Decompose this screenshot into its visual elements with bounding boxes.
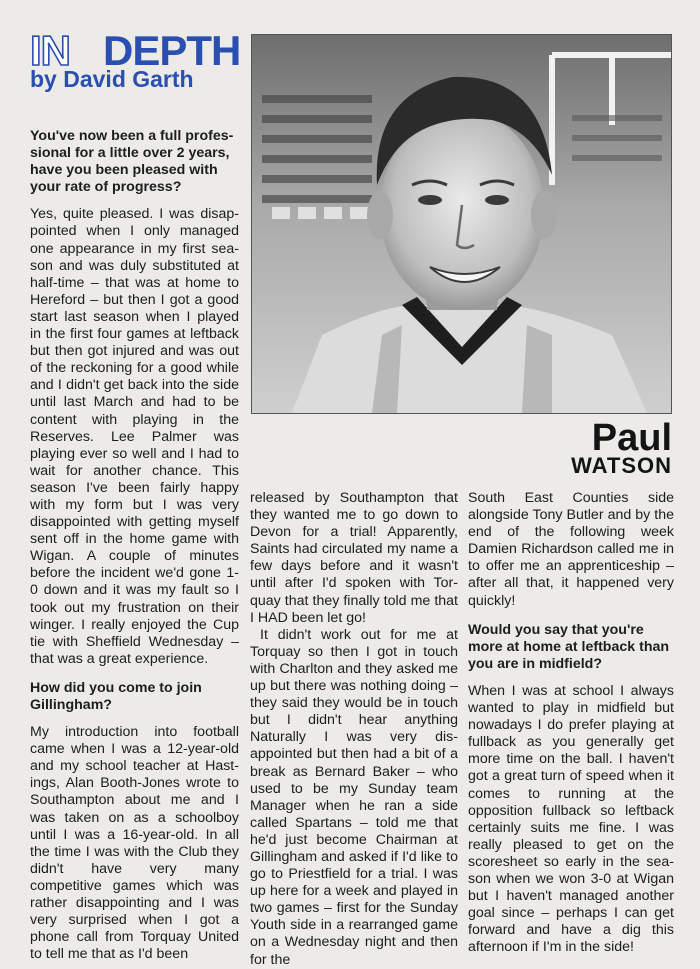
answer-1: Yes, quite pleased. I was disappointed when I only managed one appearance in my first season and was duly substituted at half-time – that was at home to Hereford – but then I got a good start last season when I played in the first four games at leftback but then got injured and was out of the reckoning for a good while and I didn't get back into the side until last March and had to be content with playing in the Reserves. Lee Palmer was playing ever so well and I had to wait for another chance. This season I've been fairly happy with my form but I was very disappointed with getting myself sent off in the home game with Wigan. A couple of minutes before the incident we'd gone 1-0 down and it was my fault so I took out my frustration on their winger. I really enjoyed the Cup tie with Sheffield Wednesday – that was a great experience. — [30, 206, 239, 667]
article-column-1 — [30, 128, 239, 963]
answer-2-part-1: My introduction into football came when I was a 12-year-old and my school teacher at Hastings, Alan Booth-Jones wrote to Southampton about me and I was taken on as a schoolboy until I was a 16-year-old. In all the time I was with the Club they didn't have very many competitive games which was rather disappointing and I was very surprised when I got a phone call from Torquay United to tell me that as I'd been — [30, 724, 239, 963]
answer-2-part-4: South East Counties side alongside Tony Butler and by the end of the following week Damien Richardson called me in to offer me an apprenticeship – after all that, it happened very quickly! — [468, 490, 674, 609]
player-first-name: Paul — [591, 417, 672, 459]
player-photo — [251, 34, 672, 414]
article-column-3 — [468, 490, 674, 956]
player-last-name: WATSON — [571, 453, 672, 478]
player-photo-image — [252, 35, 671, 413]
byline: by David Garth — [30, 66, 194, 92]
question-3: Would you say that you're more at home at leftback than you are in midfield? — [468, 621, 670, 672]
question-1: You've now been a full professional for a little over 2 years, have you been pleased with your rate of progress? — [30, 128, 234, 196]
answer-3: When I was at school I always wanted to play in midfield but nowadays I do prefer playing at fullback as you generally get more time on the ball. I haven't got a great turn of speed when it comes to running at the opposition fullback so leftback certainly suits me fine. I was really pleased to get on the scoresheet so early in the season when we won 3-0 at Wigan but I haven't managed another goal since – perhaps I can get forward and have a dig this afternoon if I'm in the side! — [468, 682, 674, 956]
article-column-2 — [250, 490, 458, 968]
answer-2-part-2: released by Southampton that they wanted me to go down to Devon for a trial! Apparently, Saints had circulated my name a few days before and it wasn't until after I'd spoken with Torquay that they finally told me that I HAD been let go! — [250, 490, 458, 626]
title-in: IN — [30, 27, 70, 74]
title-depth: DEPTH — [103, 27, 241, 74]
question-2: How did you come to join Gillingham? — [30, 679, 202, 713]
answer-2-part-3: It didn't work out for me at Torquay so then I got in touch with Charlton and they asked me up but there was nothing doing – they said they would be in touch but I didn't hear anything Naturally I was very disappointed but then had a bit of a break as Bernard Baker – who used to be my Sunday team Manager when he ran a side called Spartans – told me that he'd just become Chairman at Gillingham and asked if I'd like to go to Priestfield for a trial. I was up here for a week and played in two games – first for the Sunday Youth side in a rearranged game on a Wednesday night and then for the — [250, 626, 458, 968]
